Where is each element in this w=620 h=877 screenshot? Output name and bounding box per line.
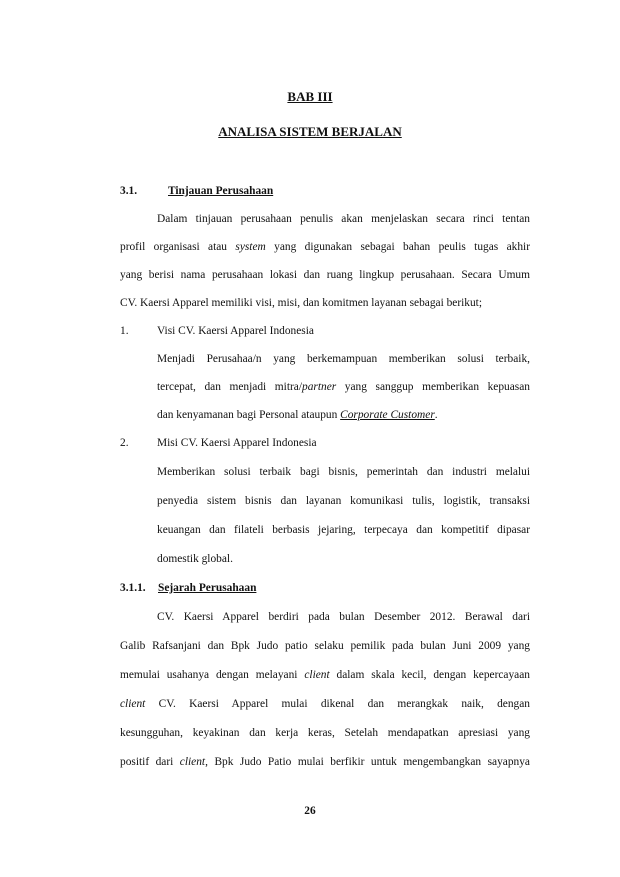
paragraph-line: CV. Kaersi Apparel memiliki visi, misi, dan komitmen layanan sebagai berikut; <box>120 297 483 309</box>
list-line: penyedia sistem bisnis dan layanan komunikasi tulis, logistik, transaksi <box>157 495 530 507</box>
italic-term: client <box>120 698 146 710</box>
paragraph-line: CV. Kaersi Apparel berdiri pada bulan Desember 2012. Berawal dari <box>157 611 530 623</box>
text-run: positif dari <box>120 756 180 768</box>
text-run: yang sanggup memberikan kepuasan <box>336 381 530 393</box>
list-line: Memberikan solusi terbaik bagi bisnis, pemerintah dan industri melalui <box>157 466 530 478</box>
list-line <box>157 409 438 421</box>
list-line: keuangan dan filateli berbasis jejaring, terpecaya dan kompetitif dipasar <box>157 524 530 536</box>
text-run: . <box>434 409 438 421</box>
text-run: tercepat, dan menjadi mitra/ <box>157 381 303 393</box>
list-number: 2. <box>120 437 129 449</box>
list-line <box>157 381 530 393</box>
italic-term: partner <box>302 381 337 393</box>
italic-term: client <box>304 669 330 681</box>
list-title: Misi CV. Kaersi Apparel Indonesia <box>157 437 317 449</box>
italic-term: client <box>179 756 206 768</box>
section-title: Tinjauan Perusahaan <box>168 185 274 197</box>
paragraph-line: Galib Rafsanjani dan Bpk Judo patio selaku pemilik pada bulan Juni 2009 yang <box>120 640 530 652</box>
subsection-title: Sejarah Perusahaan <box>158 582 257 594</box>
italic-term: Corporate Customer <box>340 409 435 421</box>
page-number: 26 <box>304 805 316 817</box>
text-run: dan kenyamanan bagi Personal ataupun <box>157 409 341 421</box>
text-run: yang digunakan sebagai bahan peulis tugas akhir <box>265 241 530 253</box>
paragraph-line <box>120 241 530 253</box>
text-run: , Bpk Judo Patio mulai berfikir untuk mengembangkan sayapnya <box>205 756 530 768</box>
chapter-heading: BAB III <box>287 89 333 104</box>
section-number: 3.1. <box>120 185 138 197</box>
text-run: dalam skala kecil, dengan kepercayaan <box>329 669 530 681</box>
list-line: domestik global. <box>157 553 233 565</box>
paragraph-line <box>120 669 530 681</box>
subsection-number: 3.1.1. <box>120 582 146 594</box>
paragraph-line: yang berisi nama perusahaan lokasi dan ruang lingkup perusahaan. Secara Umum <box>120 269 530 281</box>
text-run: profil organisasi atau <box>120 241 236 253</box>
list-number: 1. <box>120 325 129 337</box>
chapter-title: ANALISA SISTEM BERJALAN <box>218 124 402 139</box>
text-run: memulai usahanya dengan melayani <box>120 669 305 681</box>
list-title: Visi CV. Kaersi Apparel Indonesia <box>157 325 314 337</box>
paragraph-line <box>120 756 530 768</box>
text-run: CV. Kaersi Apparel mulai dikenal dan merangkak naik, dengan <box>145 698 530 710</box>
list-line: Menjadi Perusahaa/n yang berkemampuan memberikan solusi terbaik, <box>157 353 530 365</box>
paragraph-line: Dalam tinjauan perusahaan penulis akan menjelaskan secara rinci tentan <box>157 213 530 225</box>
paragraph-line <box>120 698 530 710</box>
paragraph-line: kesungguhan, keyakinan dan kerja keras, Setelah mendapatkan apresiasi yang <box>120 727 530 739</box>
italic-term: system <box>235 241 266 253</box>
